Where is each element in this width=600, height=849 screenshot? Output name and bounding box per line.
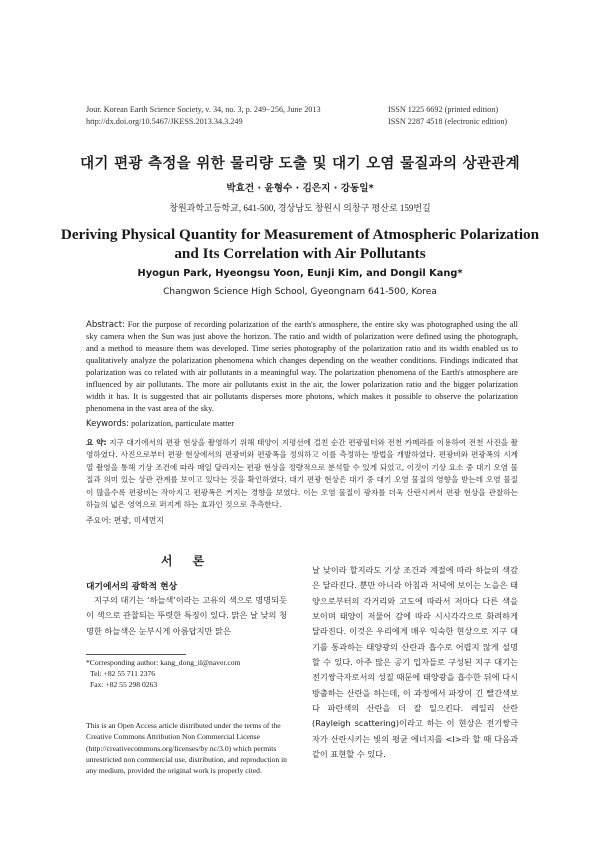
corresponding-author: *Corresponding author: kang_dong_il@naver.com bbox=[86, 658, 241, 667]
korean-authors: 박효건 · 윤형수 · 김은지 · 강동일* bbox=[226, 183, 374, 194]
abstract-text: For the purpose of recording polarization of the earth's atmosphere, the entire sky was photographed using the all sky camera when the Sun was just above the horizon. The ratio and width of polarization were defined using the photograph, and a method to measure them was developed. Time series photography of the polarization ratio and its width enabled us to qualitatively analyze the polarization phenomena which changes depending on the weather conditions. Findings indicated that polarization was co related with air pollutants in a meaningful way. The polarization phenomena of the Earth's atmosphere are influenced by air pollutants. The more air pollutants exist in the air, the lower polarization ratio and the bigger polarization width it has. It is suggested that air pollutants disperses more photons, which makes it possible to observe the polarization phenomena in the vast area of the sky. bbox=[86, 320, 518, 414]
korean-affiliation: 창원과학고등학교, 641-500, 경상남도 창원시 의창구 평산로 159번길 bbox=[169, 203, 431, 213]
korean-abstract-label: 요 약: bbox=[86, 438, 107, 447]
journal-citation-block bbox=[86, 104, 321, 128]
journal-citation: Jour. Korean Earth Science Society, v. 34, no. 3, p. 249−256, June 2013 bbox=[86, 105, 321, 114]
keywords-text: polarization, particulate matter bbox=[128, 419, 235, 428]
issn-block bbox=[388, 104, 507, 128]
subsection-title: 대기에서의 광학적 현상 bbox=[86, 582, 178, 592]
korean-keywords-label: 주요어: bbox=[86, 516, 112, 525]
doi-link[interactable]: http://dx.doi.org/10.5467/JKESS.2013.34.3.249 bbox=[86, 117, 243, 126]
english-keywords bbox=[86, 418, 234, 428]
issn-print: ISSN 1225 6692 (printed edition) bbox=[388, 105, 499, 114]
body-paragraph-left: 지구의 대기는 ‘하늘색’이라는 고유의 색으로 명명되듯이 색으로 관찰되는 뚜렷한 특징이 있다. 맑은 날 낮의 청명한 하늘색은 눈부시게 아름답지만 맑은 bbox=[86, 595, 287, 636]
korean-title: 대기 편광 측정을 위한 물리량 도출 및 대기 오염 물질과의 상관관계 bbox=[80, 156, 520, 172]
english-title-line1: Deriving Physical Quantity for Measurement of Atmospheric Polarization bbox=[60, 226, 540, 243]
corresponding-fax: Fax: +82 55 298 0263 bbox=[90, 680, 158, 689]
body-left-column bbox=[86, 593, 287, 639]
abstract-label: Abstract: bbox=[86, 320, 125, 330]
license-note: This is an Open Access article distributed under the terms of the Creative Commons Attribution Non Commercial License (http://creativecommons.org/licenses/by nc/3.0) which permits unrestricted non commercial use, distribution, and reproduction in any medium, provided the original work is properly cited. bbox=[86, 721, 287, 776]
korean-keywords bbox=[86, 515, 164, 526]
english-title bbox=[40, 225, 560, 263]
corresponding-tel: Tel: +82 55 711 2376 bbox=[90, 669, 156, 678]
body-right-column bbox=[312, 563, 518, 762]
section-title: 서 론 bbox=[160, 554, 213, 568]
footnote-divider bbox=[86, 654, 186, 655]
korean-keywords-text: 편광, 미세먼지 bbox=[111, 516, 164, 525]
issn-electronic: ISSN 2287 4518 (electronic edition) bbox=[388, 117, 508, 126]
english-abstract bbox=[86, 319, 518, 415]
corresponding-info bbox=[86, 657, 291, 690]
korean-abstract-text: 지구 대기에서의 편광 현상을 촬영하기 위해 태양이 지평선에 걸친 순간 편광필터와 전천 카메라를 이용하여 전천 사진을 촬영하였다. 사진으로부터 편광 현상에서의 편광비와 편광폭을 정의하고 이를 측정하는 방법을 개발하였다. 편광비와 편광폭의 시계열 촬영을 통해 기상 조건에 따라 매일 달라지는 편광 현상을 정량적으로 분석할 수 있게 되었고, 이것이 기상 요소 중 대기 오염 물질과 의미 있는 상관 관계를 보이고 있다는 것을 확인하였다. 대기 편광 현상은 대기 중 대기 오염 물질의 영향을 받는데 오염 물질이 많을수록 편광비는 작아지고 편광폭은 커지는 경향을 보였다. 이는 오염 물질이 광자를 더욱 산란시켜서 편광 현상을 관찰하는 하늘의 넓은 영역으로 퍼지게 하는 효과인 것으로 추측한다. bbox=[86, 438, 519, 510]
keywords-label: Keywords: bbox=[86, 418, 129, 428]
body-paragraph-right: 날 낮이라 할지라도 기상 조건과 계절에 따라 하늘의 색감은 달라진다. 뿐만 아니라 아침과 저녁에 보이는 노을은 태양으로부터의 각거리와 고도에 따라서 저마다 다른 색을 보이며 태양이 저물어 감에 따라 시시각각으로 화려하게 달라진다. 이것은 우리에게 매우 익숙한 현상으로 지구 대기를 통과하는 태양광의 산란과 흡수로 어렵지 않게 설명할 수 있다. 아주 많은 공기 입자들로 구성된 지구 대기는 전기쌍극자로서의 성질 때문에 태양광을 흡수한 뒤에 다시 방출하는 산란을 하는데, 이 과정에서 파장이 긴 빨간색보다 파란색의 산란을 더 잘 일으킨다. 레일리 산란(Rayleigh scattering)이라고 하는 이 현상은 전기쌍극자가 산란시키는 빛의 평균 에너지를 <I>라 할 때 다음과 같이 표현할 수 있다. bbox=[312, 565, 518, 760]
english-authors: Hyogun Park, Hyeongsu Yoon, Eunji Kim, and Dongil Kang* bbox=[137, 268, 463, 279]
english-title-line2: and Its Correlation with Air Pollutants bbox=[174, 245, 426, 262]
korean-abstract bbox=[86, 437, 518, 511]
english-affiliation: Changwon Science High School, Gyeongnam 641-500, Korea bbox=[163, 287, 437, 297]
